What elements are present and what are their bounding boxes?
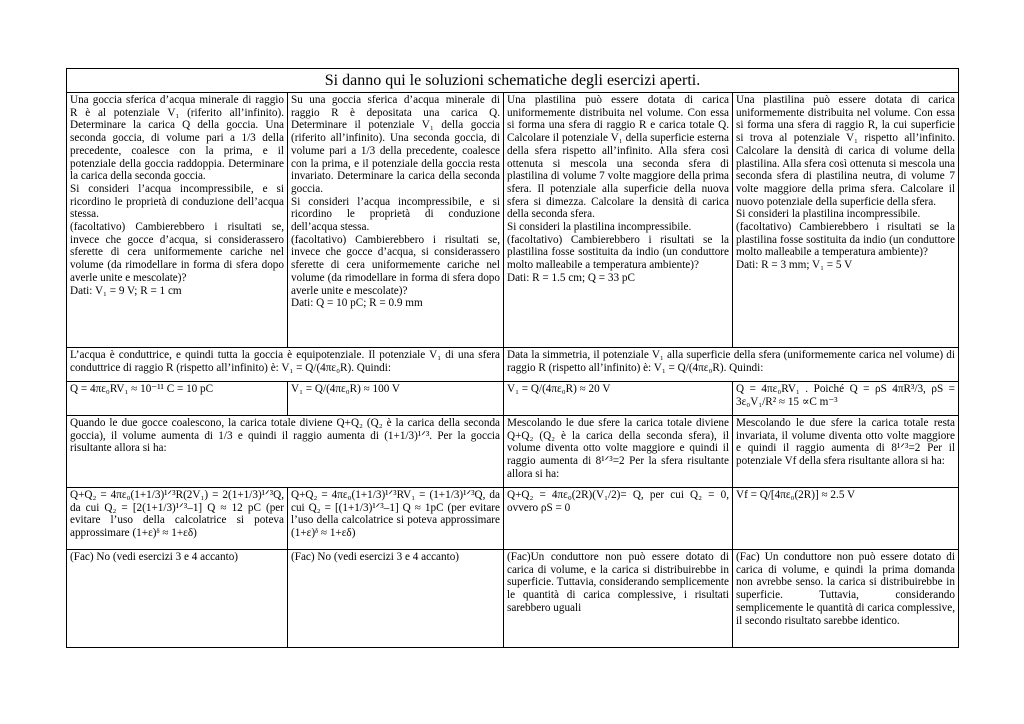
problem-4-assumption: Si consideri la plastilina incompressibile.	[736, 208, 921, 221]
problem-4-text: Una plastilina può essere dotata di carica uniformemente distribuita nel volume. Con essa si forma una sfera di raggio R, la cui superficie si trova al potenziale V₁ rispetto all’infinito. Calcolare la densità di carica di volume della plastilina. Alla sfera così ottenuta si mescola una seconda sfera di plastilina neutra, di volume 7 volte maggiore della prima sfera. Calcolare il nuovo potenziale della superficie della sfera.	[736, 94, 955, 208]
problem-4-data: Dati: R = 3 mm; V₁ = 5 V	[736, 259, 853, 272]
problem-1-assumption: Si consideri l’acqua incompressibile, e si ricordino le proprietà di conduzione dell’acqua stessa.	[70, 182, 284, 221]
optional-answer-4: (Fac) Un conduttore non può essere dotato di carica di volume, e quindi la prima domanda non avrebbe senso. la carica si distribuirebbe in superficie. Tuttavia, considerando semplicemente le quantità di carica complessive, il secondo risultato sarebbe identico.	[733, 550, 959, 648]
result-4-new-potential: Vf = Q/[4πε₀(2R)] ≈ 2.5 V	[733, 488, 959, 550]
result-4-density: Q = 4πε₀RV₁ . Poiché Q = ρS 4πR³/3, ρS = 3ε₀V₁/R² ≈ 15 ∝C m⁻³	[733, 382, 959, 416]
problem-3-cell	[504, 93, 733, 348]
problem-1-optional: (facoltativo) Cambierebbero i risultati se, invece che gocce d’acqua, si considerassero sferette di cera uniformemente cariche nel volume (da rimodellare in forma di sfera dopo averle unite e mescolate)?	[70, 221, 284, 284]
problem-2-cell	[288, 93, 504, 348]
optional-answer-1: (Fac) No (vedi esercizi 3 e 4 accanto)	[67, 550, 288, 648]
problem-2-assumption: Si consideri l’acqua incompressibile, e si ricordino le proprietà di conduzione dell’acqua stessa.	[291, 195, 500, 234]
optional-answer-3: (Fac)Un conduttore non può essere dotato di carica di volume, e la carica si distribuirebbe in superficie. Tuttavia, considerando semplicemente le quantità di carica complessive, i risultati sarebbero uguali	[504, 550, 733, 648]
result-1-second-charge: Q+Q₂ = 4πε₀(1+1/3)¹ᐟ³R(2V₁) = 2(1+1/3)¹ᐟ³Q, da cui Q₂ = [2(1+1/3)¹ᐟ³–1] Q ≈ 12 pC (per evitare l’uso della calcolatrice si poteva approssimare (1+ε)ᵟ ≈ 1+εδ)	[67, 488, 288, 550]
problem-2-optional: (facoltativo) Cambierebbero i risultati se, invece che gocce d’acqua, si considerassero sferette di cera uniformemente cariche nel volume (da rimodellare in forma di sfera dopo averle unite e mescolate)?	[291, 233, 500, 297]
result-1-charge: Q = 4πε₀RV₁ ≈ 10⁻¹¹ C = 10 pC	[67, 382, 288, 416]
coalescence-explanation-left: Quando le due gocce coalescono, la carica totale diviene Q+Q₂ (Q₂ è la carica della seconda goccia), il volume aumenta di 1/3 e quindi il raggio aumenta di (1+1/3)¹ᐟ³. Per la goccia risultante allora si ha:	[67, 416, 504, 488]
result-3-potential: V₁ = Q/(4πε₀R) ≈ 20 V	[504, 382, 733, 416]
problem-3-data: Dati: R = 1.5 cm; Q = 33 pC	[507, 271, 635, 284]
problem-4-cell	[733, 93, 959, 348]
mixing-explanation-3: Mescolando le due sfere la carica totale diviene Q+Q₂ (Q₂ è la carica della seconda sfera), il volume diventa otto volte maggiore e quindi il raggio aumenta di 8¹ᐟ³=2 Per la sfera risultante allora si ha:	[504, 416, 733, 488]
table-title: Si danno qui le soluzioni schematiche degli esercizi aperti.	[67, 69, 959, 93]
problem-1-text: Una goccia sferica d’acqua minerale di raggio R è al potenziale V₁ (riferito all’infinito). Determinare la carica Q della goccia. Una seconda goccia, di volume pari a 1/3 della precedente, coalesce con la prima, e il potenziale della goccia raddoppia. Determinare la carica della seconda goccia.	[70, 94, 284, 183]
problem-4-optional: (facoltativo) Cambierebbero i risultati se la plastilina fosse sostituita da indio (un conduttore molto malleabile a temperatura ambiente)?	[736, 221, 955, 259]
problem-3-text: Una plastilina può essere dotata di carica uniformemente distribuita nel volume. Con essa si forma una sfera di raggio R e carica totale Q. Calcolare il potenziale V₁ della superficie esterna della sfera rispetto all’infinito. Alla sfera così ottenuta si mescola una seconda sfera di plastilina di volume 7 volte maggiore della prima sfera. Il potenziale alla superficie della nuova sfera si dimezza. Calcolare la densità di carica della seconda sfera.	[507, 94, 729, 221]
problem-3-assumption: Si consideri la plastilina incompressibile.	[507, 221, 692, 234]
problem-1-cell	[67, 93, 288, 348]
optional-answer-2: (Fac) No (vedi esercizi 3 e 4 accanto)	[288, 550, 504, 648]
problem-2-data: Dati: Q = 10 pC; R = 0.9 mm	[291, 297, 423, 310]
problem-1-data: Dati: V₁ = 9 V; R = 1 cm	[70, 284, 182, 297]
solutions-table	[66, 68, 959, 648]
result-3-second-density: Q+Q₂ = 4πε₀(2R)(V₁/2)= Q, per cui Q₂ = 0, ovvero ρS = 0	[504, 488, 733, 550]
result-2-potential: V₁ = Q/(4πε₀R) ≈ 100 V	[288, 382, 504, 416]
result-2-second-charge: Q+Q₂ = 4πε₀(1+1/3)¹ᐟ³RV₁ = (1+1/3)¹ᐟ³Q, da cui Q₂ = [(1+1/3)¹ᐟ³–1] Q ≈ 1pC (per evitare l’uso della calcolatrice si poteva approssimare (1+ε)ᵟ ≈ 1+εδ)	[288, 488, 504, 550]
problem-3-optional: (facoltativo) Cambierebbero i risultati se la plastilina fosse sostituita da indio (un conduttore molto malleabile a temperatura ambiente)?	[507, 233, 729, 272]
solution-intro-right: Data la simmetria, il potenziale V₁ alla superficie della sfera (uniformemente carica nel volume) di raggio R (rispetto all’infinito) è: V₁ = Q/(4πε₀R). Quindi:	[504, 348, 959, 382]
problem-2-text: Su una goccia sferica d’acqua minerale di raggio R è depositata una carica Q. Determinare il potenziale V₁ della goccia (riferito all’infinito). Una seconda goccia, di volume pari a 1/3 della precedente, coalesce con la prima, e il potenziale della goccia resta invariato. Determinare la carica della seconda goccia.	[291, 94, 500, 195]
mixing-explanation-4: Mescolando le due sfere la carica totale resta invariata, il volume diventa otto volte maggiore e quindi il raggio aumenta di 8¹ᐟ³=2 Per il potenziale Vf della sfera risultante allora si ha:	[733, 416, 959, 488]
solution-intro-left: L’acqua è conduttrice, e quindi tutta la goccia è equipotenziale. Il potenziale V₁ di una sfera conduttrice di raggio R (rispetto all’infinito) è: V₁ = Q/(4πε₀R). Quindi:	[67, 348, 504, 382]
